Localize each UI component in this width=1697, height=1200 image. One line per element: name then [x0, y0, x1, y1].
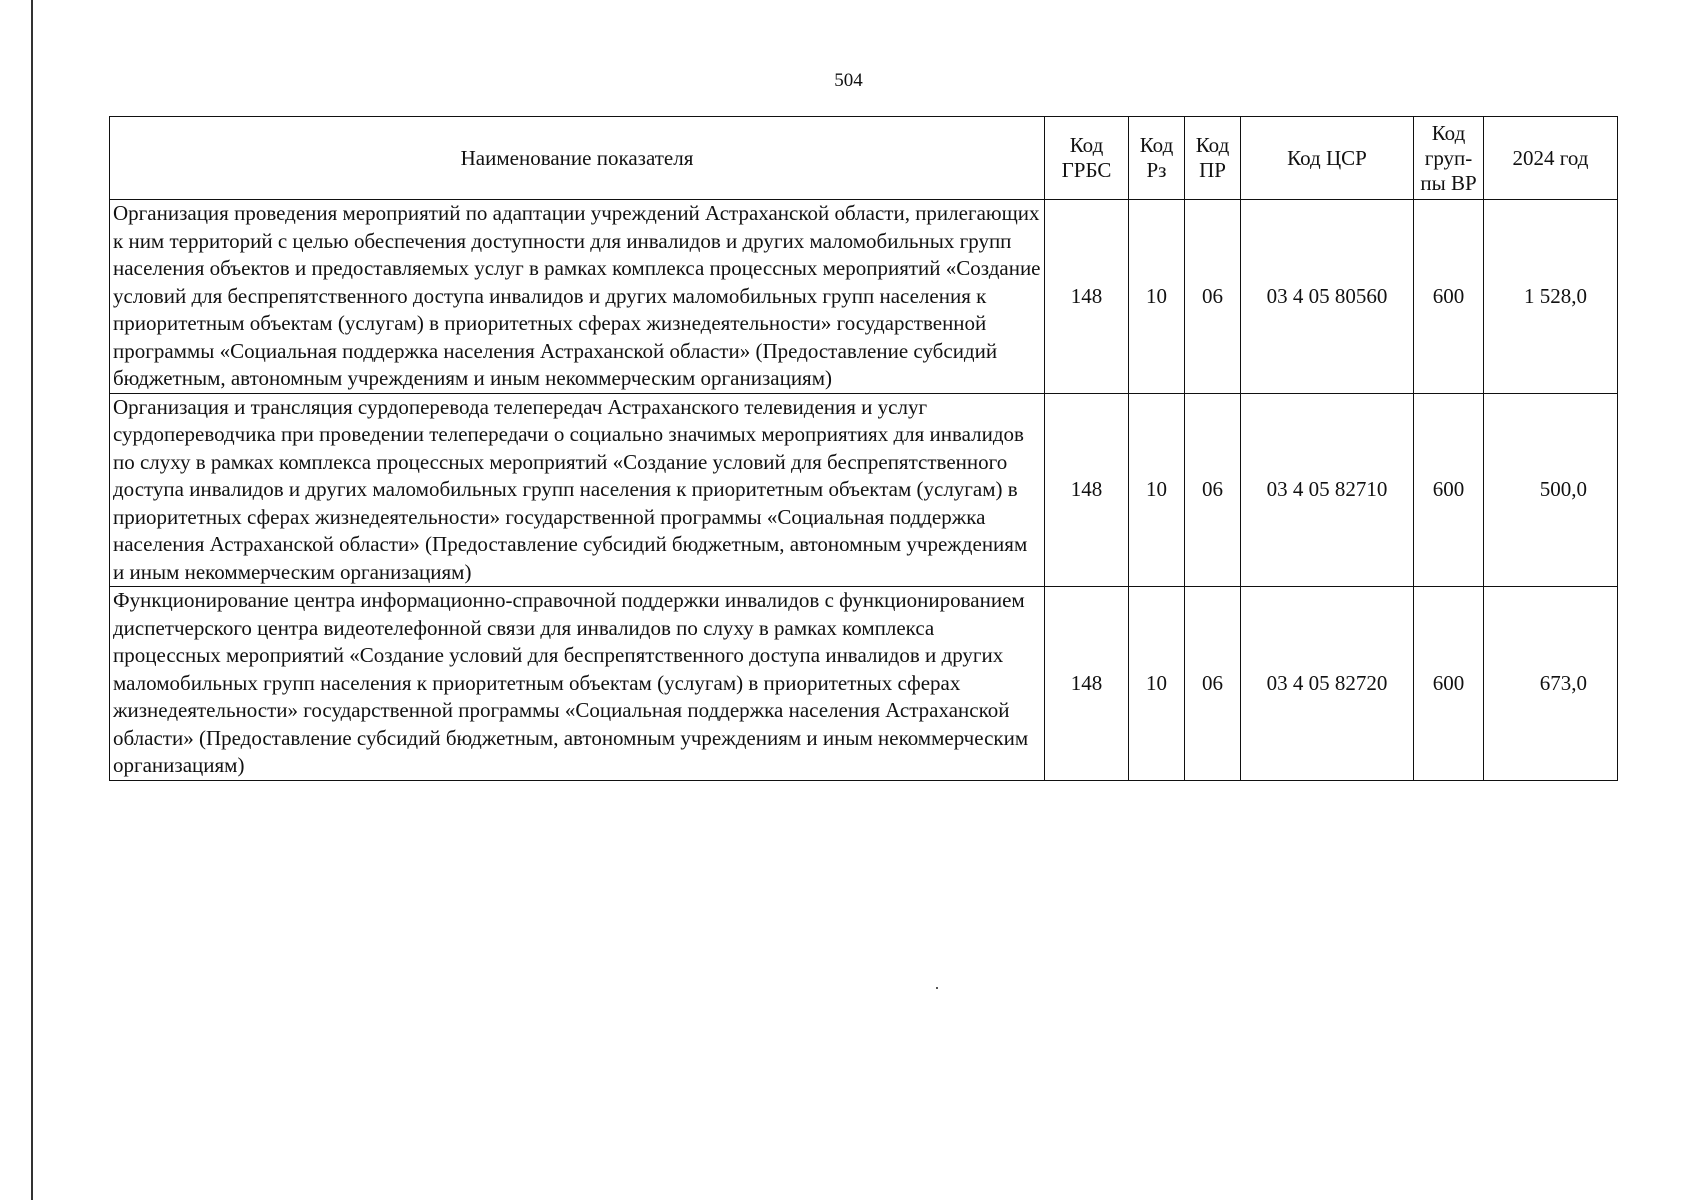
row-csr: 03 4 05 82720 [1241, 587, 1414, 781]
row-vr: 600 [1414, 200, 1484, 394]
scan-speck [936, 987, 938, 989]
row-csr: 03 4 05 82710 [1241, 393, 1414, 587]
header-rz: Код Рз [1129, 117, 1185, 200]
page-number: 504 [834, 70, 863, 91]
row-pr: 06 [1185, 587, 1241, 781]
row-name: Организация и трансляция сурдоперевода телепередач Астраханского телевидения и услуг сурдопереводчика при проведении телепередачи о социально значимых мероприятиях для инвалидов по слуху в рамках комплекса процессных мероприятий «Создание условий для беспрепятственного доступа инвалидов и других маломобильных групп населения к приоритетным объектам (услугам) в приоритетных сферах жизнедеятельности» государственной программы «Социальная поддержка населения Астраханской области» (Предоставление субсидий бюджетным, автономным учреждениям и иным некоммерческим организациям) [110, 393, 1045, 587]
row-amount: 673,0 [1484, 587, 1618, 781]
row-rz: 10 [1129, 200, 1185, 394]
row-grbs: 148 [1045, 200, 1129, 394]
table-row [110, 393, 1618, 587]
table-row [110, 587, 1618, 781]
row-pr: 06 [1185, 393, 1241, 587]
row-name: Функционирование центра информационно-справочной поддержки инвалидов с функционированием диспетчерского центра видеотелефонной связи для инвалидов по слуху в рамках комплекса процессных мероприятий «Создание условий для беспрепятственного доступа инвалидов и других маломобильных групп населения к приоритетным объектам (услугам) в приоритетных сферах жизнедеятельности» государственной программы «Социальная поддержка населения Астраханской области» (Предоставление субсидий бюджетным, автономным учреждениям и иным некоммерческим организациям) [110, 587, 1045, 781]
budget-table [109, 116, 1618, 781]
row-grbs: 148 [1045, 587, 1129, 781]
row-name: Организация проведения мероприятий по адаптации учреждений Астраханской области, прилегающих к ним территорий с целью обеспечения доступности для инвалидов и других маломобильных групп населения объектов и предоставляемых услуг в рамках комплекса процессных мероприятий «Создание условий для беспрепятственного доступа инвалидов и других маломобильных групп населения к приоритетным объектам (услугам) в приоритетных сферах жизнедеятельности» государственной программы «Социальная поддержка населения Астраханской области» (Предоставление субсидий бюджетным, автономным учреждениям и иным некоммерческим организациям) [110, 200, 1045, 394]
row-rz: 10 [1129, 393, 1185, 587]
table-row [110, 200, 1618, 394]
row-csr: 03 4 05 80560 [1241, 200, 1414, 394]
header-csr: Код ЦСР [1241, 117, 1414, 200]
header-pr: Код ПР [1185, 117, 1241, 200]
row-pr: 06 [1185, 200, 1241, 394]
header-year: 2024 год [1484, 117, 1618, 200]
header-vr: Код груп-пы ВР [1414, 117, 1484, 200]
row-amount: 500,0 [1484, 393, 1618, 587]
scan-edge-line [31, 0, 33, 1200]
row-vr: 600 [1414, 587, 1484, 781]
table-header-row [110, 117, 1618, 200]
row-vr: 600 [1414, 393, 1484, 587]
row-rz: 10 [1129, 587, 1185, 781]
row-amount: 1 528,0 [1484, 200, 1618, 394]
row-grbs: 148 [1045, 393, 1129, 587]
header-grbs: Код ГРБС [1045, 117, 1129, 200]
header-name: Наименование показателя [110, 117, 1045, 200]
